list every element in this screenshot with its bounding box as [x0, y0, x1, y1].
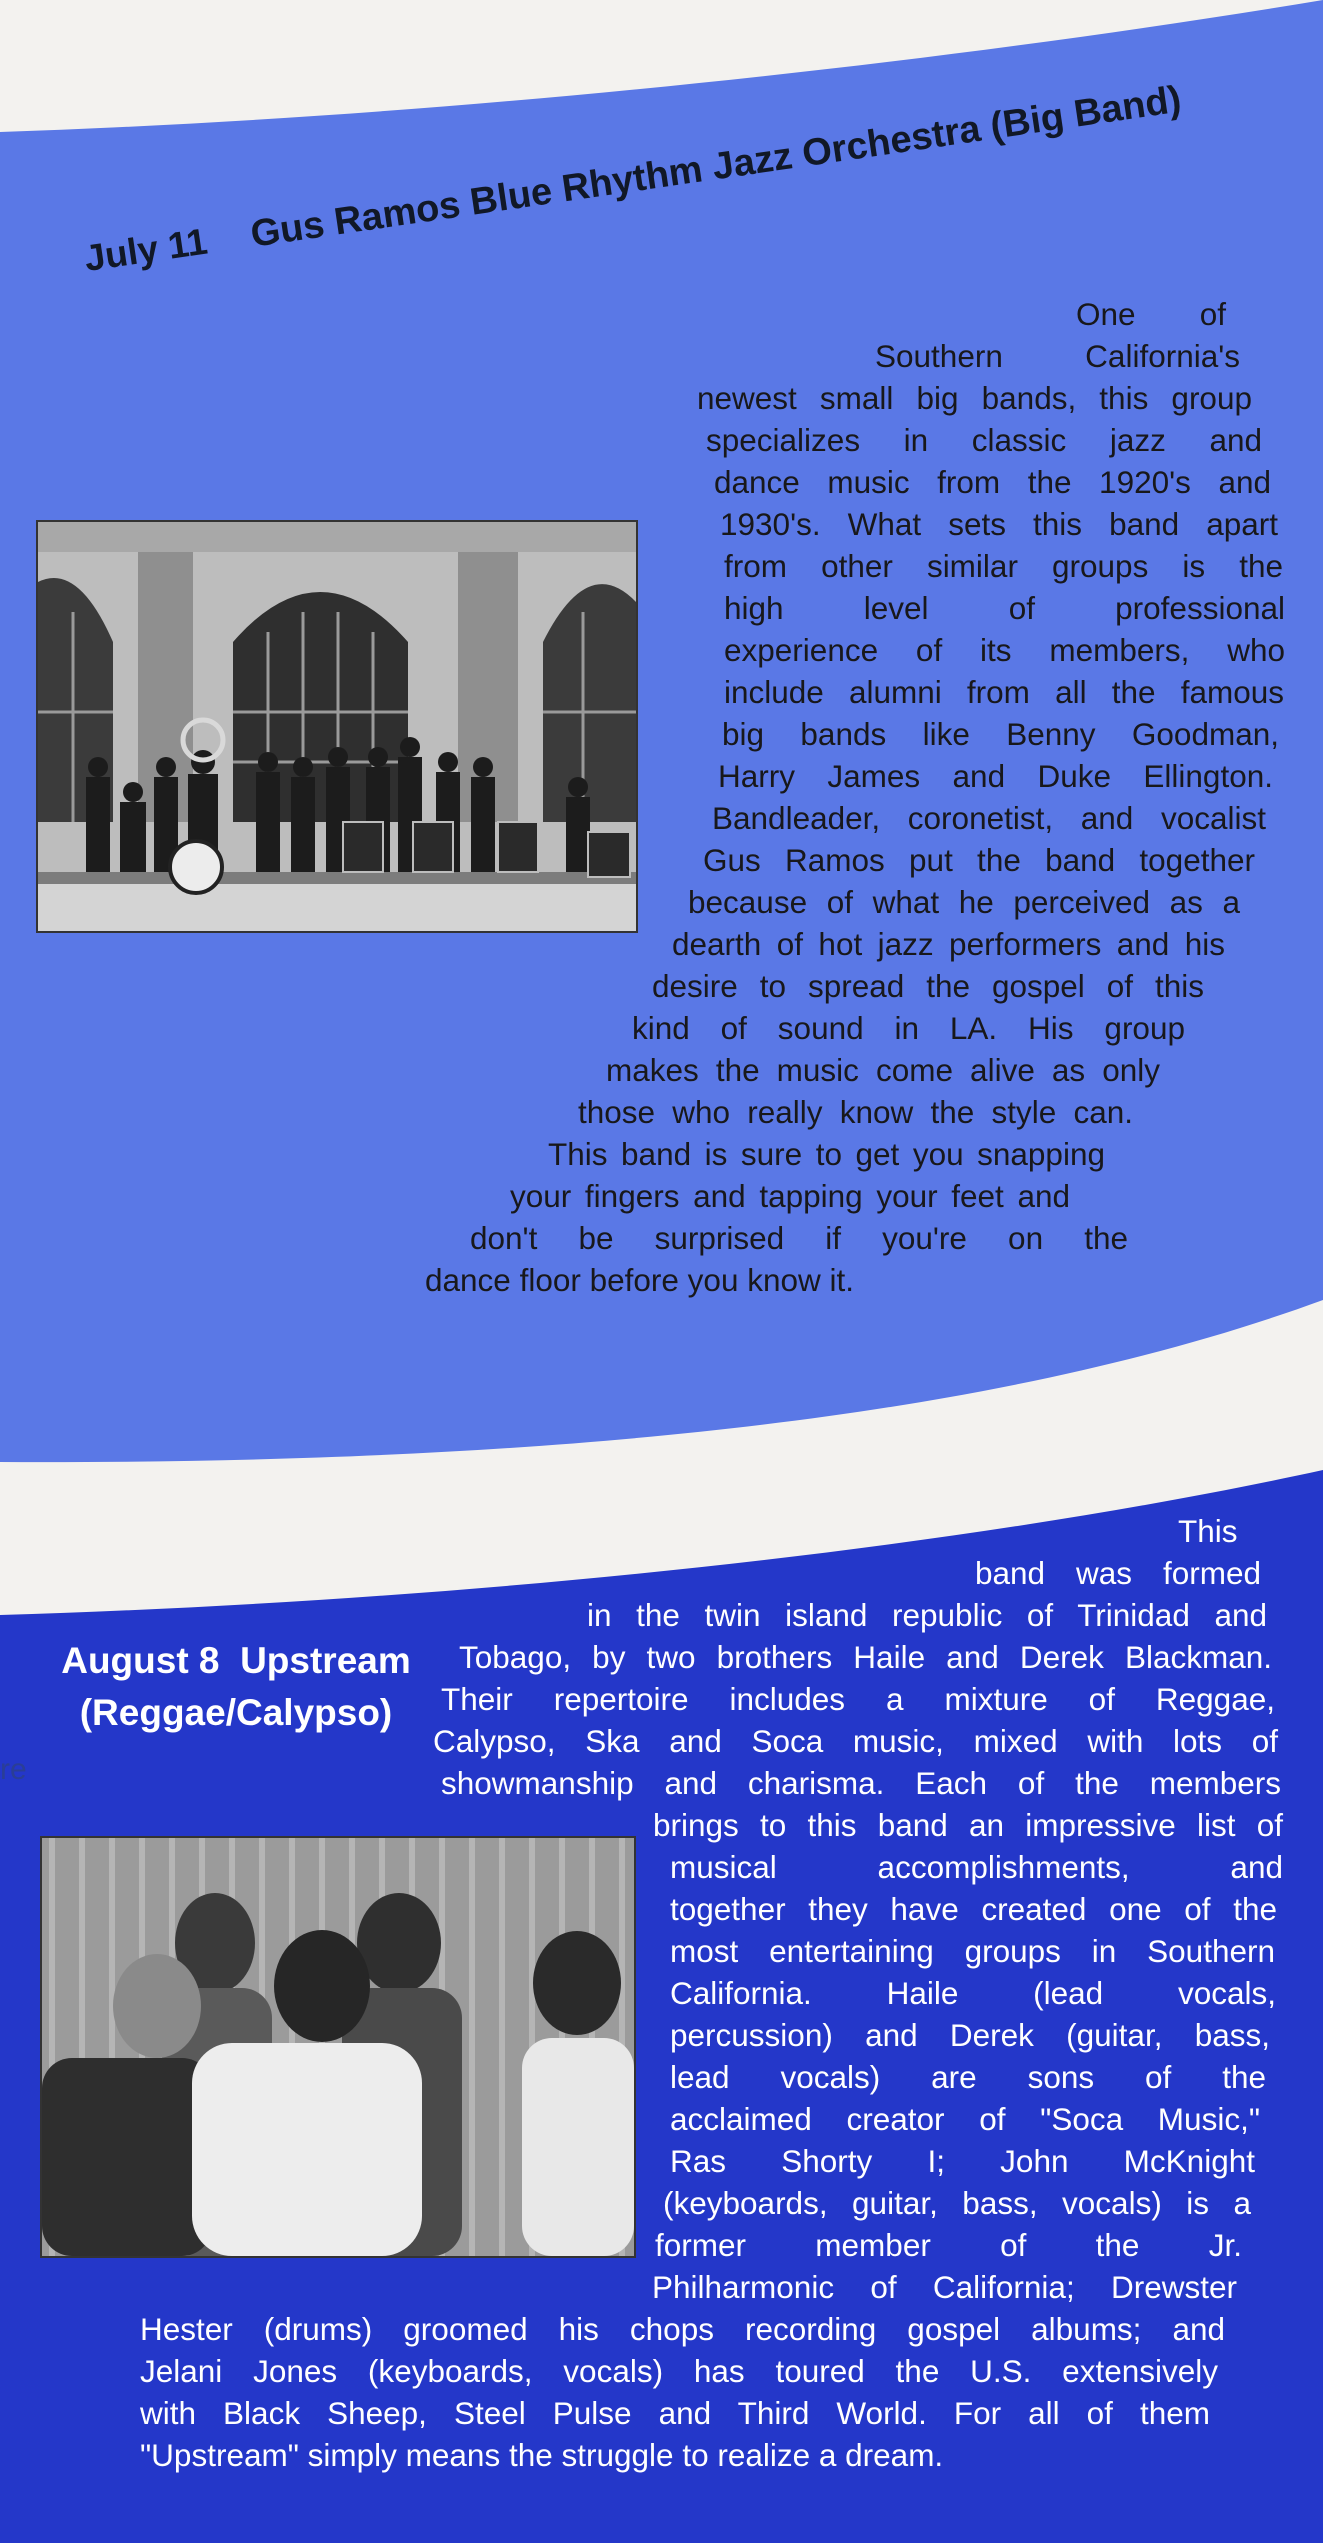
text-line: musical accomplishments, and [670, 1849, 1283, 1885]
text-line: band was formed [975, 1555, 1261, 1591]
text-line: showmanship and charisma. Each of the members [441, 1765, 1281, 1801]
text-line: former member of the Jr. [655, 2227, 1242, 2263]
text-line: percussion) and Derek (guitar, bass, [670, 2017, 1270, 2053]
text-line: desire to spread the gospel of this [652, 968, 1204, 1004]
text-line: Harry James and Duke Ellington. [718, 758, 1273, 794]
text-line: California. Haile (lead vocals, [670, 1975, 1276, 2011]
text-line: together they have created one of the [670, 1891, 1277, 1927]
text-line: Ras Shorty I; John McKnight [670, 2143, 1255, 2179]
band-members-photo [40, 1836, 636, 2258]
edge-text-fragment: re [0, 1753, 27, 1786]
text-line: makes the music come alive as only [606, 1052, 1160, 1088]
event1-date: July 11 [81, 220, 210, 280]
text-line: most entertaining groups in Southern [670, 1933, 1275, 1969]
event2-title: Upstream [240, 1640, 411, 1681]
text-line: Calypso, Ska and Soca music, mixed with lots of [433, 1723, 1278, 1759]
text-line: This [1178, 1513, 1238, 1549]
text-line: dance floor before you know it. [425, 1262, 855, 1298]
text-line: kind of sound in LA. His group [632, 1010, 1185, 1046]
text-line: Gus Ramos put the band together [703, 842, 1255, 878]
text-line: acclaimed creator of "Soca Music," [670, 2101, 1260, 2137]
text-line: big bands like Benny Goodman, [722, 716, 1279, 752]
text-line: dearth of hot jazz performers and his [672, 926, 1225, 962]
text-line: from other similar groups is the [724, 548, 1283, 584]
text-line: because of what he perceived as a [688, 884, 1240, 920]
event1-title: Gus Ramos Blue Rhythm Jazz Orchestra (Big Band) [247, 78, 1184, 256]
event2-heading [36, 1635, 436, 1739]
text-line: specializes in classic jazz and [706, 422, 1262, 458]
text-line: This band is sure to get you snapping [548, 1136, 1105, 1172]
text-line: "Upstream" simply means the struggle to realize a dream. [140, 2437, 944, 2473]
text-line: brings to this band an impressive list of [653, 1807, 1283, 1843]
event2-date: August 8 [61, 1640, 220, 1681]
text-line: experience of its members, who [724, 632, 1285, 668]
text-line: dance music from the 1920's and [714, 464, 1271, 500]
text-line: Hester (drums) groomed his chops recording gospel albums; and [140, 2311, 1225, 2347]
text-line: newest small big bands, this group [697, 380, 1252, 416]
text-line: high level of professional [724, 590, 1285, 626]
event2-genre: (Reggae/Calypso) [79, 1692, 393, 1733]
text-line: 1930's. What sets this band apart [720, 506, 1278, 542]
text-line: (keyboards, guitar, bass, vocals) is a [663, 2185, 1251, 2221]
text-line: Jelani Jones (keyboards, vocals) has toured the U.S. extensively [140, 2353, 1218, 2389]
text-line: Bandleader, coronetist, and vocalist [712, 800, 1266, 836]
text-line: your fingers and tapping your feet and [510, 1178, 1070, 1214]
text-line: those who really know the style can. [578, 1094, 1133, 1130]
text-line: with Black Sheep, Steel Pulse and Third World. For all of them [140, 2395, 1210, 2431]
text-line: Their repertoire includes a mixture of Reggae, [441, 1681, 1275, 1717]
text-line: Southern California's [875, 338, 1240, 374]
text-line: lead vocals) are sons of the [670, 2059, 1266, 2095]
text-line: don't be surprised if you're on the [470, 1220, 1128, 1256]
text-line: Tobago, by two brothers Haile and Derek Blackman. [459, 1639, 1272, 1675]
text-line: in the twin island republic of Trinidad and [587, 1597, 1267, 1633]
text-line: Philharmonic of California; Drewster [652, 2269, 1237, 2305]
big-band-photo [36, 520, 638, 933]
text-line: One of [1076, 296, 1226, 332]
text-line: include alumni from all the famous [724, 674, 1284, 710]
